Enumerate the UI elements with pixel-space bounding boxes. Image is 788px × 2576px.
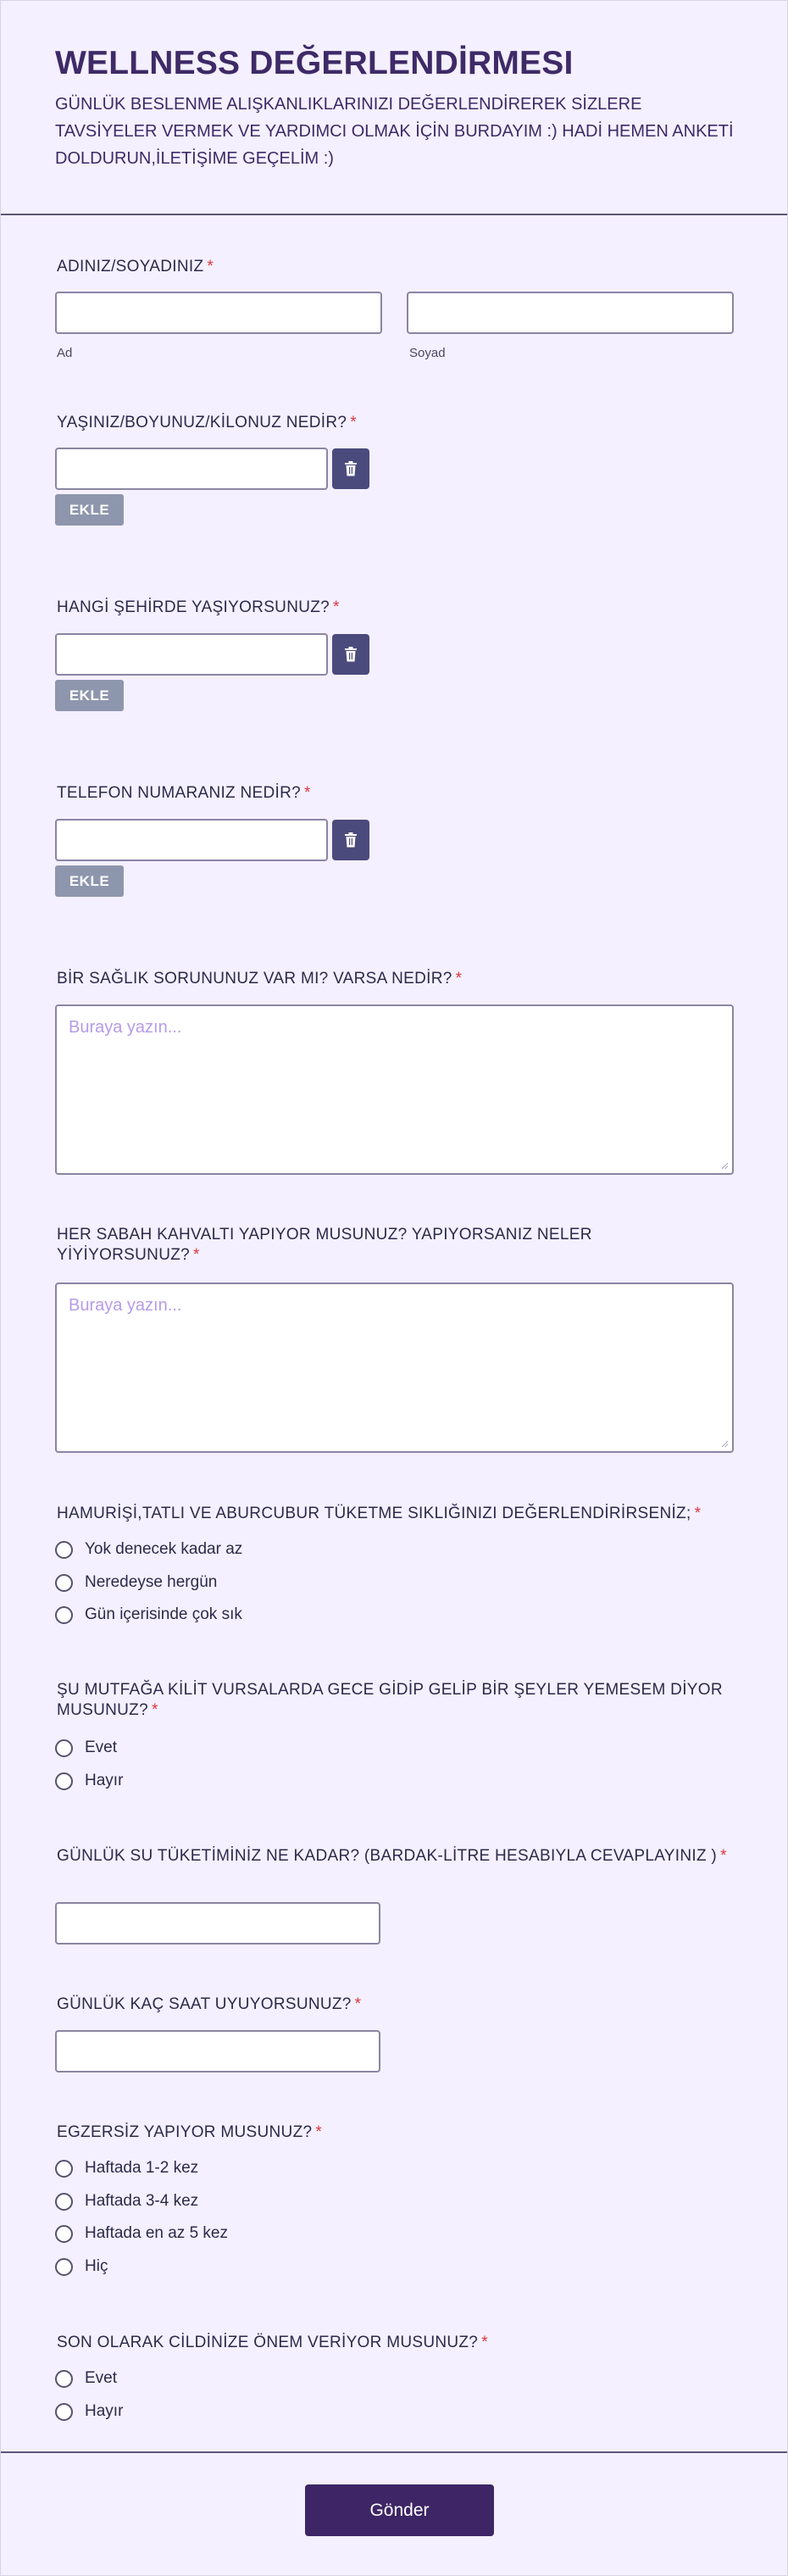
question-skin-label bbox=[57, 2333, 488, 2353]
radio-label[interactable]: Neredeyse hergün bbox=[85, 1573, 218, 1591]
radio-option[interactable] bbox=[55, 1604, 242, 1626]
required-mark: * bbox=[193, 1246, 200, 1264]
radio-option[interactable] bbox=[55, 2401, 123, 2423]
textarea-placeholder: Buraya yazın... bbox=[69, 1296, 182, 1315]
required-mark: * bbox=[207, 258, 214, 275]
radio-button[interactable] bbox=[55, 1606, 73, 1624]
question-name-label bbox=[57, 257, 214, 277]
question-label-text: HAMURİŞİ,TATLI VE ABURCUBUR TÜKETME SIKLIĞINIZI DEĞERLENDİRİRSENİZ; bbox=[57, 1505, 691, 1522]
trash-icon bbox=[344, 647, 358, 662]
required-mark: * bbox=[694, 1505, 702, 1522]
question-health-label bbox=[57, 969, 462, 989]
radio-button[interactable] bbox=[55, 2225, 73, 2243]
question-label-text: SON OLARAK CİLDİNİZE ÖNEM VERİYOR MUSUNUZ? bbox=[57, 2334, 479, 2351]
last-name-sublabel: Soyad bbox=[409, 346, 446, 360]
breakfast-textarea[interactable] bbox=[55, 1282, 734, 1453]
first-name-input[interactable] bbox=[55, 292, 382, 334]
radio-button[interactable] bbox=[55, 1739, 73, 1757]
radio-button[interactable] bbox=[55, 2370, 73, 2388]
question-label-text: HER SABAH KAHVALTI YAPIYOR MUSUNUZ? YAPIYORSANIZ NELER YİYİYORSUNUZ? bbox=[57, 1226, 592, 1264]
radio-label[interactable]: Yok denecek kadar az bbox=[85, 1540, 243, 1558]
question-water-label bbox=[57, 1846, 743, 1867]
resize-handle-icon[interactable] bbox=[720, 1161, 729, 1170]
question-label-text: GÜNLÜK KAÇ SAAT UYUYORSUNUZ? bbox=[57, 1995, 352, 2013]
radio-label[interactable]: Haftada 1-2 kez bbox=[85, 2159, 199, 2177]
question-age-label bbox=[57, 413, 357, 433]
phone-input[interactable] bbox=[55, 819, 328, 861]
question-label-text: YAŞINIZ/BOYUNUZ/KİLONUZ NEDİR? bbox=[57, 414, 347, 431]
add-row-button[interactable]: EKLE bbox=[55, 494, 124, 526]
trash-icon bbox=[344, 832, 358, 848]
required-mark: * bbox=[350, 414, 357, 431]
radio-button[interactable] bbox=[55, 2160, 73, 2178]
question-label-text: BİR SAĞLIK SORUNUNUZ VAR MI? VARSA NEDİR? bbox=[57, 970, 452, 988]
form-header bbox=[1, 1, 787, 215]
sleep-input[interactable] bbox=[55, 2030, 380, 2072]
question-label-text: ADINIZ/SOYADINIZ bbox=[57, 258, 204, 275]
required-mark: * bbox=[151, 1701, 158, 1719]
required-mark: * bbox=[315, 2123, 323, 2141]
radio-button[interactable] bbox=[55, 1772, 73, 1790]
question-label-text: HANGİ ŞEHİRDE YAŞIYORSUNUZ? bbox=[57, 598, 330, 616]
radio-option[interactable] bbox=[55, 1770, 123, 1792]
question-breakfast-label bbox=[57, 1225, 684, 1266]
question-exercise-label bbox=[57, 2123, 322, 2143]
delete-row-button[interactable] bbox=[332, 820, 369, 860]
question-sleep-label bbox=[57, 1995, 361, 2015]
radio-option[interactable] bbox=[55, 1538, 242, 1561]
radio-option[interactable] bbox=[55, 2223, 228, 2245]
radio-label[interactable]: Haftada 3-4 kez bbox=[85, 2192, 199, 2210]
textarea-placeholder: Buraya yazın... bbox=[69, 1018, 182, 1037]
question-label-text: ŞU MUTFAĞA KİLİT VURSALARDA GECE GİDİP GELİP BİR ŞEYLER YEMESEM DİYOR MUSUNUZ? bbox=[57, 1681, 723, 1719]
age-input[interactable] bbox=[55, 448, 328, 490]
question-label-text: EGZERSİZ YAPIYOR MUSUNUZ? bbox=[57, 2123, 313, 2141]
radio-label[interactable]: Haftada en az 5 kez bbox=[85, 2224, 228, 2242]
delete-row-button[interactable] bbox=[332, 634, 369, 675]
radio-label[interactable]: Hiç bbox=[85, 2257, 108, 2275]
form-title: WELLNESS DEĞERLENDİRMESI bbox=[55, 45, 574, 81]
radio-button[interactable] bbox=[55, 2258, 73, 2276]
radio-option[interactable] bbox=[55, 1572, 217, 1594]
required-mark: * bbox=[333, 598, 340, 616]
radio-label[interactable]: Hayır bbox=[85, 2402, 124, 2420]
radio-label[interactable]: Evet bbox=[85, 1739, 118, 1756]
radio-label[interactable]: Evet bbox=[85, 2369, 118, 2387]
radio-option[interactable] bbox=[55, 2367, 117, 2390]
trash-icon bbox=[344, 461, 358, 476]
first-name-sublabel: Ad bbox=[57, 346, 73, 360]
required-mark: * bbox=[720, 1847, 727, 1865]
last-name-input[interactable] bbox=[407, 292, 734, 334]
add-row-button[interactable]: EKLE bbox=[55, 680, 124, 711]
city-input[interactable] bbox=[55, 633, 328, 676]
submit-button[interactable]: Gönder bbox=[305, 2484, 494, 2536]
question-phone-label bbox=[57, 783, 311, 804]
delete-row-button[interactable] bbox=[332, 448, 369, 489]
health-textarea[interactable] bbox=[55, 1004, 734, 1175]
footer-divider bbox=[1, 2451, 787, 2453]
radio-label[interactable]: Hayır bbox=[85, 1772, 124, 1789]
radio-option[interactable] bbox=[55, 2190, 198, 2212]
question-label-text: GÜNLÜK SU TÜKETİMİNİZ NE KADAR? (BARDAK-LİTRE HESABIYLA CEVAPLAYINIZ ) bbox=[57, 1847, 718, 1865]
resize-handle-icon[interactable] bbox=[720, 1439, 729, 1448]
radio-button[interactable] bbox=[55, 2193, 73, 2211]
required-mark: * bbox=[354, 1995, 362, 2013]
required-mark: * bbox=[304, 784, 311, 802]
radio-button[interactable] bbox=[55, 1574, 73, 1592]
water-input[interactable] bbox=[55, 1902, 380, 1945]
radio-label[interactable]: Gün içerisinde çok sık bbox=[85, 1605, 242, 1623]
radio-option[interactable] bbox=[55, 1737, 117, 1759]
radio-button[interactable] bbox=[55, 2403, 73, 2421]
question-snack-label bbox=[57, 1504, 701, 1524]
radio-option[interactable] bbox=[55, 2256, 108, 2278]
required-mark: * bbox=[481, 2334, 488, 2351]
question-label-text: TELEFON NUMARANIZ NEDİR? bbox=[57, 784, 302, 802]
question-city-label bbox=[57, 598, 340, 618]
radio-option[interactable] bbox=[55, 2157, 198, 2179]
question-fridge-label bbox=[57, 1680, 735, 1721]
radio-button[interactable] bbox=[55, 1541, 73, 1559]
add-row-button[interactable]: EKLE bbox=[55, 865, 124, 897]
required-mark: * bbox=[455, 970, 463, 988]
form-subtitle: GÜNLÜK BESLENME ALIŞKANLIKLARINIZI DEĞERLENDİREREK SİZLERE TAVSİYELER VERMEK VE YARDIMCI OLMAK İÇİN BURDAYIM :) HADİ HEMEN ANKETİ DOLDURUN,İLETİŞİME GEÇELİM :) bbox=[55, 95, 734, 168]
